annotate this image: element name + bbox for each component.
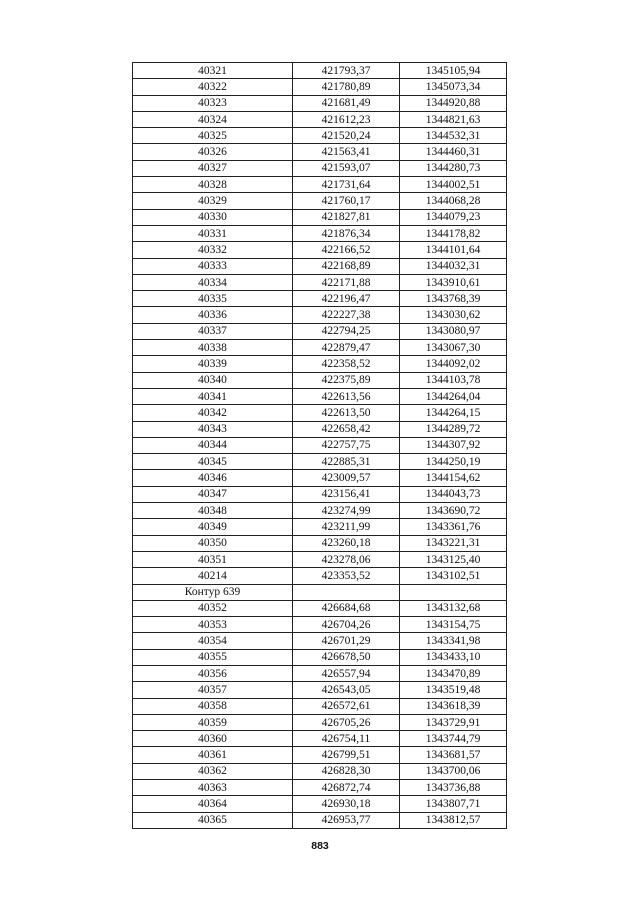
- table-row: [133, 323, 507, 339]
- table-row: [133, 340, 507, 356]
- y-coordinate-cell: 1344821,63: [400, 111, 507, 127]
- x-coordinate-cell: 422613,50: [293, 405, 400, 421]
- table-row: [133, 291, 507, 307]
- point-id-cell: 40214: [133, 568, 293, 584]
- table-row: [133, 665, 507, 681]
- point-id-cell: 40327: [133, 160, 293, 176]
- x-coordinate-cell: 426701,29: [293, 633, 400, 649]
- point-id-cell: 40350: [133, 535, 293, 551]
- y-coordinate-cell: [400, 584, 507, 600]
- x-coordinate-cell: 422168,89: [293, 258, 400, 274]
- table-row: [133, 796, 507, 812]
- point-id-cell: 40336: [133, 307, 293, 323]
- x-coordinate-cell: 421681,49: [293, 95, 400, 111]
- x-coordinate-cell: 422757,75: [293, 437, 400, 453]
- point-id-cell: 40348: [133, 503, 293, 519]
- y-coordinate-cell: 1344920,88: [400, 95, 507, 111]
- x-coordinate-cell: 423274,99: [293, 503, 400, 519]
- x-coordinate-cell: 421593,07: [293, 160, 400, 176]
- y-coordinate-cell: 1344032,31: [400, 258, 507, 274]
- table-row: [133, 388, 507, 404]
- point-id-cell: 40335: [133, 291, 293, 307]
- x-coordinate-cell: 422375,89: [293, 372, 400, 388]
- point-id-cell: 40340: [133, 372, 293, 388]
- y-coordinate-cell: 1343221,31: [400, 535, 507, 551]
- y-coordinate-cell: 1344307,92: [400, 437, 507, 453]
- table-row: [133, 258, 507, 274]
- table-row: [133, 551, 507, 567]
- table-row: [133, 617, 507, 633]
- y-coordinate-cell: 1343470,89: [400, 665, 507, 681]
- point-id-cell: 40359: [133, 714, 293, 730]
- y-coordinate-cell: 1343030,62: [400, 307, 507, 323]
- table-row: [133, 356, 507, 372]
- table-row: [133, 584, 507, 600]
- y-coordinate-cell: 1343361,76: [400, 519, 507, 535]
- point-id-cell: 40329: [133, 193, 293, 209]
- point-id-cell: 40360: [133, 731, 293, 747]
- y-coordinate-cell: 1343690,72: [400, 503, 507, 519]
- table-row: [133, 193, 507, 209]
- x-coordinate-cell: 421780,89: [293, 79, 400, 95]
- table-row: [133, 731, 507, 747]
- table-row: [133, 503, 507, 519]
- table-row: [133, 421, 507, 437]
- point-id-cell: 40339: [133, 356, 293, 372]
- table-row: [133, 682, 507, 698]
- y-coordinate-cell: 1343729,91: [400, 714, 507, 730]
- table-row: [133, 111, 507, 127]
- y-coordinate-cell: 1343807,71: [400, 796, 507, 812]
- y-coordinate-cell: 1343132,68: [400, 600, 507, 616]
- y-coordinate-cell: 1344068,28: [400, 193, 507, 209]
- x-coordinate-cell: 422358,52: [293, 356, 400, 372]
- table-row: [133, 160, 507, 176]
- y-coordinate-cell: 1345105,94: [400, 63, 507, 79]
- point-id-cell: Контур 639: [133, 584, 293, 600]
- page-number: 883: [311, 840, 329, 852]
- point-id-cell: 40364: [133, 796, 293, 812]
- x-coordinate-cell: 426557,94: [293, 665, 400, 681]
- table-row: [133, 812, 507, 828]
- x-coordinate-cell: 426704,26: [293, 617, 400, 633]
- y-coordinate-cell: 1343744,79: [400, 731, 507, 747]
- x-coordinate-cell: 422658,42: [293, 421, 400, 437]
- y-coordinate-cell: 1344460,31: [400, 144, 507, 160]
- point-id-cell: 40338: [133, 340, 293, 356]
- x-coordinate-cell: 421563,41: [293, 144, 400, 160]
- x-coordinate-cell: 426872,74: [293, 780, 400, 796]
- x-coordinate-cell: 426543,05: [293, 682, 400, 698]
- x-coordinate-cell: 422166,52: [293, 242, 400, 258]
- point-id-cell: 40325: [133, 128, 293, 144]
- x-coordinate-cell: 426799,51: [293, 747, 400, 763]
- y-coordinate-cell: 1344532,31: [400, 128, 507, 144]
- x-coordinate-cell: 426572,61: [293, 698, 400, 714]
- y-coordinate-cell: 1343768,39: [400, 291, 507, 307]
- x-coordinate-cell: 421876,34: [293, 225, 400, 241]
- y-coordinate-cell: 1344250,19: [400, 454, 507, 470]
- point-id-cell: 40343: [133, 421, 293, 437]
- x-coordinate-cell: 421731,64: [293, 177, 400, 193]
- point-id-cell: 40363: [133, 780, 293, 796]
- table-row: [133, 209, 507, 225]
- x-coordinate-cell: 421520,24: [293, 128, 400, 144]
- point-id-cell: 40330: [133, 209, 293, 225]
- y-coordinate-cell: 1344264,04: [400, 388, 507, 404]
- y-coordinate-cell: 1344178,82: [400, 225, 507, 241]
- point-id-cell: 40322: [133, 79, 293, 95]
- point-id-cell: 40351: [133, 551, 293, 567]
- y-coordinate-cell: 1343067,30: [400, 340, 507, 356]
- point-id-cell: 40347: [133, 486, 293, 502]
- y-coordinate-cell: 1343736,88: [400, 780, 507, 796]
- point-id-cell: 40346: [133, 470, 293, 486]
- table-row: [133, 535, 507, 551]
- x-coordinate-cell: [293, 584, 400, 600]
- x-coordinate-cell: 422171,88: [293, 274, 400, 290]
- y-coordinate-cell: 1343618,39: [400, 698, 507, 714]
- y-coordinate-cell: 1343700,06: [400, 763, 507, 779]
- table-row: [133, 63, 507, 79]
- table-row: [133, 568, 507, 584]
- point-id-cell: 40334: [133, 274, 293, 290]
- x-coordinate-cell: 423156,41: [293, 486, 400, 502]
- y-coordinate-cell: 1343080,97: [400, 323, 507, 339]
- table-row: [133, 649, 507, 665]
- x-coordinate-cell: 426754,11: [293, 731, 400, 747]
- table-row: [133, 470, 507, 486]
- table-row: [133, 486, 507, 502]
- x-coordinate-cell: 422227,38: [293, 307, 400, 323]
- point-id-cell: 40349: [133, 519, 293, 535]
- point-id-cell: 40341: [133, 388, 293, 404]
- x-coordinate-cell: 426705,26: [293, 714, 400, 730]
- table-row: [133, 242, 507, 258]
- x-coordinate-cell: 422885,31: [293, 454, 400, 470]
- point-id-cell: 40353: [133, 617, 293, 633]
- point-id-cell: 40357: [133, 682, 293, 698]
- x-coordinate-cell: 426828,30: [293, 763, 400, 779]
- table-row: [133, 519, 507, 535]
- table-row: [133, 600, 507, 616]
- point-id-cell: 40333: [133, 258, 293, 274]
- table-row: [133, 454, 507, 470]
- y-coordinate-cell: 1344154,62: [400, 470, 507, 486]
- y-coordinate-cell: 1343681,57: [400, 747, 507, 763]
- table-row: [133, 225, 507, 241]
- point-id-cell: 40358: [133, 698, 293, 714]
- y-coordinate-cell: 1343125,40: [400, 551, 507, 567]
- table-row: [133, 79, 507, 95]
- y-coordinate-cell: 1344101,64: [400, 242, 507, 258]
- y-coordinate-cell: 1344079,23: [400, 209, 507, 225]
- point-id-cell: 40344: [133, 437, 293, 453]
- table-row: [133, 405, 507, 421]
- x-coordinate-cell: 423278,06: [293, 551, 400, 567]
- x-coordinate-cell: 423009,57: [293, 470, 400, 486]
- point-id-cell: 40342: [133, 405, 293, 421]
- table-row: [133, 780, 507, 796]
- point-id-cell: 40326: [133, 144, 293, 160]
- x-coordinate-cell: 423353,52: [293, 568, 400, 584]
- y-coordinate-cell: 1343433,10: [400, 649, 507, 665]
- point-id-cell: 40324: [133, 111, 293, 127]
- x-coordinate-cell: 421827,81: [293, 209, 400, 225]
- point-id-cell: 40337: [133, 323, 293, 339]
- point-id-cell: 40345: [133, 454, 293, 470]
- y-coordinate-cell: 1343341,98: [400, 633, 507, 649]
- point-id-cell: 40352: [133, 600, 293, 616]
- y-coordinate-cell: 1345073,34: [400, 79, 507, 95]
- table-row: [133, 274, 507, 290]
- point-id-cell: 40356: [133, 665, 293, 681]
- table-row: [133, 747, 507, 763]
- coordinates-table-body: [133, 63, 507, 829]
- y-coordinate-cell: 1343910,61: [400, 274, 507, 290]
- point-id-cell: 40361: [133, 747, 293, 763]
- table-row: [133, 128, 507, 144]
- y-coordinate-cell: 1344043,73: [400, 486, 507, 502]
- point-id-cell: 40362: [133, 763, 293, 779]
- x-coordinate-cell: 421612,23: [293, 111, 400, 127]
- x-coordinate-cell: 426953,77: [293, 812, 400, 828]
- table-row: [133, 633, 507, 649]
- y-coordinate-cell: 1344280,73: [400, 160, 507, 176]
- table-row: [133, 763, 507, 779]
- y-coordinate-cell: 1344264,15: [400, 405, 507, 421]
- y-coordinate-cell: 1343154,75: [400, 617, 507, 633]
- y-coordinate-cell: 1343519,48: [400, 682, 507, 698]
- table-row: [133, 95, 507, 111]
- y-coordinate-cell: 1344103,78: [400, 372, 507, 388]
- table-row: [133, 698, 507, 714]
- point-id-cell: 40331: [133, 225, 293, 241]
- point-id-cell: 40354: [133, 633, 293, 649]
- point-id-cell: 40355: [133, 649, 293, 665]
- table-row: [133, 437, 507, 453]
- point-id-cell: 40365: [133, 812, 293, 828]
- x-coordinate-cell: 423260,18: [293, 535, 400, 551]
- point-id-cell: 40332: [133, 242, 293, 258]
- x-coordinate-cell: 421760,17: [293, 193, 400, 209]
- x-coordinate-cell: 423211,99: [293, 519, 400, 535]
- y-coordinate-cell: 1344289,72: [400, 421, 507, 437]
- x-coordinate-cell: 426684,68: [293, 600, 400, 616]
- x-coordinate-cell: 422794,25: [293, 323, 400, 339]
- table-row: [133, 177, 507, 193]
- x-coordinate-cell: 421793,37: [293, 63, 400, 79]
- x-coordinate-cell: 422879,47: [293, 340, 400, 356]
- x-coordinate-cell: 426930,18: [293, 796, 400, 812]
- table-row: [133, 144, 507, 160]
- y-coordinate-cell: 1343102,51: [400, 568, 507, 584]
- y-coordinate-cell: 1344002,51: [400, 177, 507, 193]
- x-coordinate-cell: 422196,47: [293, 291, 400, 307]
- point-id-cell: 40328: [133, 177, 293, 193]
- y-coordinate-cell: 1343812,57: [400, 812, 507, 828]
- point-id-cell: 40323: [133, 95, 293, 111]
- x-coordinate-cell: 422613,56: [293, 388, 400, 404]
- table-row: [133, 372, 507, 388]
- point-id-cell: 40321: [133, 63, 293, 79]
- x-coordinate-cell: 426678,50: [293, 649, 400, 665]
- table-row: [133, 714, 507, 730]
- table-row: [133, 307, 507, 323]
- y-coordinate-cell: 1344092,02: [400, 356, 507, 372]
- coordinates-table: [132, 62, 507, 829]
